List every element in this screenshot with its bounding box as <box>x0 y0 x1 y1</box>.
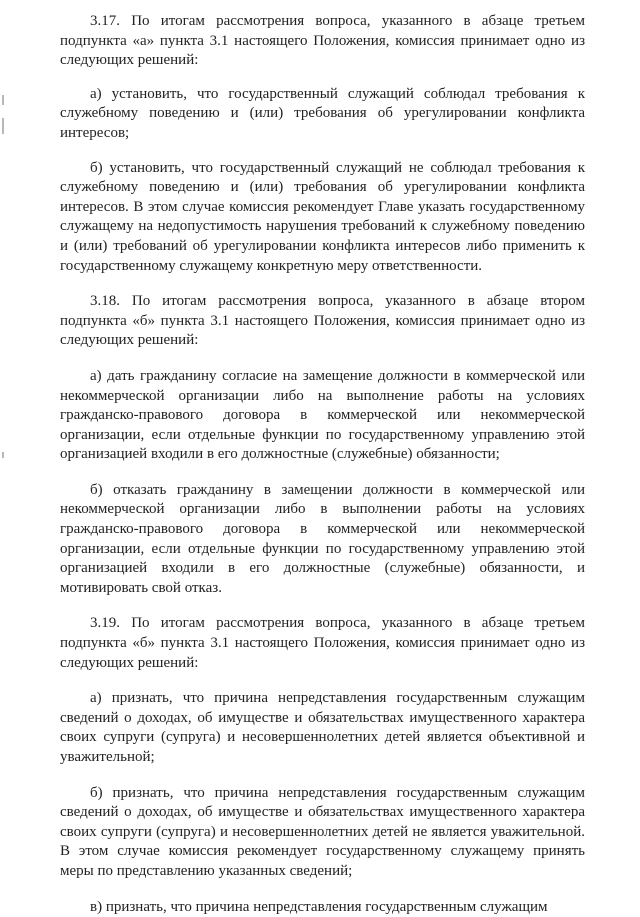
paragraph-3-17-b: б) установить, что государственный служащий не соблюдал требования к служебному поведению и (или) требования об урегулировании конфликта интересов. В этом случае комиссия рекомендует Главе указать государственному служащему на недопустимость нарушения требований к служебному поведению и (или) требований об урегулировании конфликта интересов либо применить к государственному служащему конкретную меру ответственности. <box>60 159 585 274</box>
paragraph-3-19-v: в) признать, что причина непредставления государственным служащим <box>90 898 548 915</box>
paragraph-3-18-b: б) отказать гражданину в замещении должности в коммерческой или некоммерческой организации либо в выполнении работы на условиях гражданско-правового договора в коммерческой или некоммерческой организации, если отдельные функции по государственному управлению этой организацией входили в его должностные (служебные) обязанности, и мотивировать свой отказ. <box>60 481 585 596</box>
paragraph-3-17-a: а) установить, что государственный служащий соблюдал требования к служебному поведению и (или) требования об урегулировании конфликта интересов; <box>60 85 585 141</box>
paragraph-3-19: 3.19. По итогам рассмотрения вопроса, указанного в абзаце третьем подпункта «б» пункта 3.1 настоящего Положения, комиссия принимает одно из следующих решений: <box>60 615 585 671</box>
paragraph-3-17: 3.17. По итогам рассмотрения вопроса, указанного в абзаце третьем подпункта «а» пункта 3.1 настоящего Положения, комиссия принимает одно из следующих решений: <box>60 13 585 69</box>
paragraph-3-19-b: б) признать, что причина непредставления государственным служащим сведений о доходах, об имуществе и обязательствах имущественного характера своих супруги (супруга) и несовершеннолетних детей не является уважительной. В этом случае комиссия рекомендует государственному служащему принять меры по представлению указанных сведений; <box>60 784 585 879</box>
scan-edge-mark <box>2 452 4 458</box>
paragraph-3-18: 3.18. По итогам рассмотрения вопроса, указанного в абзаце втором подпункта «б» пункта 3.1 настоящего Положения, комиссия принимает одно из следующих решений: <box>60 293 585 349</box>
scan-edge-mark <box>2 95 4 105</box>
document-page <box>60 0 585 917</box>
scan-edge-mark <box>2 118 4 134</box>
paragraph-3-18-a: а) дать гражданину согласие на замещение должности в коммерческой или некоммерческой организации либо на выполнение работы на условиях гражданско-правового договора в коммерческой или некоммерческой организации, если отдельные функции по государственному управлению этой организацией входили в его должностные (служебные) обязанности; <box>60 367 585 463</box>
paragraph-3-19-a: а) признать, что причина непредставления государственным служащим сведений о доходах, об имуществе и обязательствах имущественного характера своих супруги (супруга) и несовершеннолетних детей является объективной и уважительной; <box>60 690 585 765</box>
